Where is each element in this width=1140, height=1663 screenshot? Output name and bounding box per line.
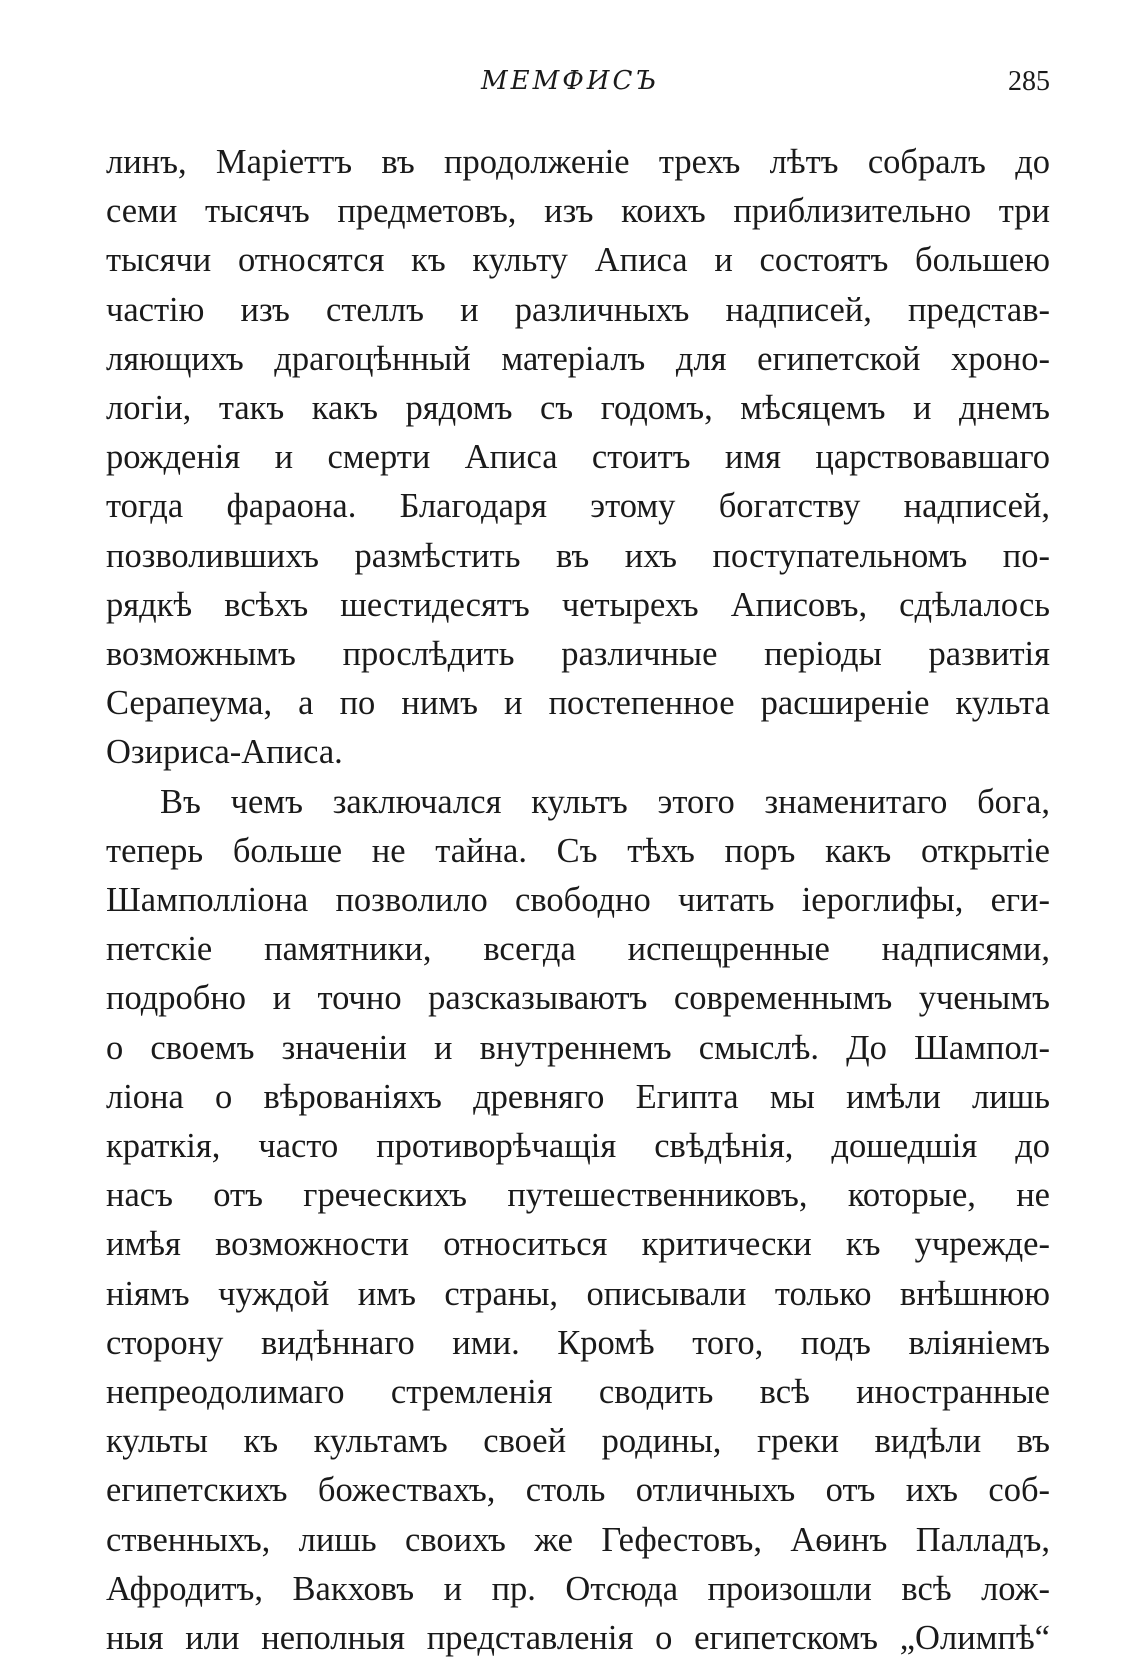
text-line: теперь больше не тайна. Съ тѣхъ поръ какъ открытіе (106, 831, 1050, 870)
text-line: египетскихъ божествахъ, столь отличныхъ отъ ихъ соб- (106, 1471, 1050, 1510)
text-line: тысячи относятся къ культу Аписа и состоятъ большею (106, 241, 1050, 280)
text-line: Въ чемъ заключался культъ этого знаменитаго бога, (160, 782, 1050, 821)
text-line: ныя или неполныя представленія о египетскомъ „Олимпѣ“ (106, 1619, 1050, 1658)
text-line: насъ отъ греческихъ путешественниковъ, которые, не (106, 1176, 1050, 1215)
running-title: МЕМФИСЪ (480, 66, 660, 96)
text-line: рожденія и смерти Аписа стоитъ имя царствовавшаго (106, 438, 1050, 477)
text-line: возможнымъ прослѣдить различные періоды развитія (106, 635, 1050, 674)
text-line: сторону видѣннаго ими. Кромѣ того, подъ вліяніемъ (106, 1323, 1050, 1362)
paragraph (106, 138, 1050, 778)
text-line: линъ, Маріеттъ въ продолженіе трехъ лѣтъ собралъ до (106, 143, 1050, 181)
text-line: ственныхъ, лишь своихъ же Гефестовъ, Аѳинъ Палладъ, (106, 1520, 1050, 1559)
text-line: Озириса-Аписа. (106, 733, 343, 772)
text-line: Шамполліона позволило свободно читать іероглифы, еги- (106, 881, 1050, 920)
text-line: непреодолимаго стремленія сводить всѣ иностранные (106, 1373, 1050, 1412)
text-line: имѣя возможности относиться критически къ учрежде- (106, 1225, 1050, 1264)
text-line: позволившихъ размѣстить въ ихъ поступательномъ по- (106, 536, 1050, 575)
text-line: подробно и точно разсказываютъ современнымъ ученымъ (106, 979, 1050, 1018)
text-line: логіи, такъ какъ рядомъ съ годомъ, мѣсяцемъ и днемъ (106, 389, 1050, 428)
running-head (0, 66, 1140, 106)
text-line: ліона о вѣрованіяхъ древняго Египта мы имѣли лишь (106, 1077, 1050, 1116)
text-line: краткія, часто противорѣчащія свѣдѣнія, дошедшія до (106, 1127, 1050, 1166)
text-line: ніямъ чуждой имъ страны, описывали только внѣшнюю (106, 1274, 1050, 1313)
text-line: культы къ культамъ своей родины, греки видѣли въ (106, 1422, 1050, 1461)
page-number: 285 (1008, 66, 1050, 97)
text-line: петскіе памятники, всегда испещренные надписями, (106, 930, 1050, 969)
text-line: тогда фараона. Благодаря этому богатству надписей, (106, 487, 1050, 526)
paragraph (106, 778, 1050, 1663)
text-line: частію изъ стеллъ и различныхъ надписей, представ- (106, 290, 1050, 329)
text-line: о своемъ значеніи и внутреннемъ смыслѣ. До Шампол- (106, 1028, 1050, 1067)
text-line: семи тысячъ предметовъ, изъ коихъ приблизительно три (106, 192, 1050, 231)
text-line: рядкѣ всѣхъ шестидесятъ четырехъ Аписовъ, сдѣлалось (106, 585, 1050, 624)
text-line: Серапеума, а по нимъ и постепенное расширеніе культа (106, 684, 1050, 723)
text-line: Афродитъ, Вакховъ и пр. Отсюда произошли всѣ лож- (106, 1569, 1050, 1608)
text-line: ляющихъ драгоцѣнный матеріалъ для египетской хроно- (106, 339, 1050, 378)
body-text (106, 138, 1050, 1663)
